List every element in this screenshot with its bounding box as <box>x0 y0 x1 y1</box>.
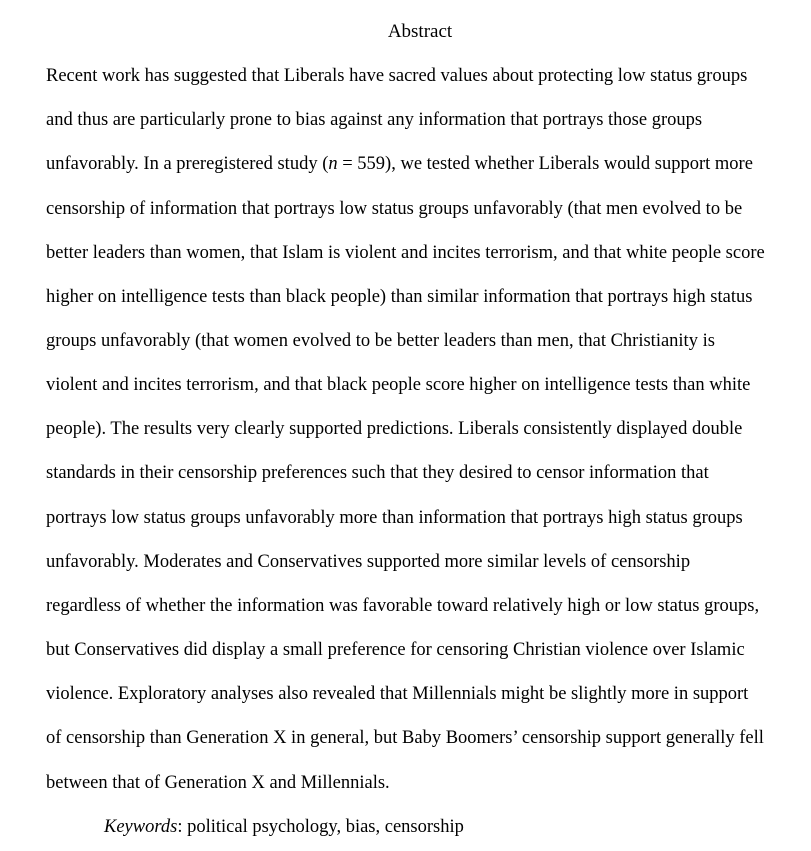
abstract-heading: Abstract <box>387 21 453 42</box>
abstract-line-6 <box>46 285 752 309</box>
abstract-text: between that of Generation X and Millennials. <box>46 773 390 793</box>
abstract-text: violence. Exploratory analyses also revealed that Millennials might be slightly more in support <box>46 684 749 704</box>
abstract-line-13 <box>46 594 759 618</box>
abstract-line-12 <box>46 550 690 574</box>
abstract-text: groups unfavorably (that women evolved to be better leaders than men, that Christianity is <box>46 331 715 351</box>
abstract-line-4 <box>46 197 742 221</box>
abstract-text: but Conservatives did display a small preference for censoring Christian violence over Islamic <box>46 640 745 660</box>
keywords-line <box>104 815 464 839</box>
abstract-line-11 <box>46 506 743 530</box>
abstract-text: standards in their censorship preferences such that they desired to censor information that <box>46 463 709 483</box>
sample-size-symbol: n <box>328 154 338 174</box>
abstract-line-5 <box>46 241 765 265</box>
abstract-text: unfavorably. Moderates and Conservatives supported more similar levels of censorship <box>46 552 691 572</box>
abstract-line-7 <box>46 329 715 353</box>
abstract-line-9 <box>46 417 742 441</box>
abstract-text: = 559), we tested whether Liberals would support more <box>337 154 753 174</box>
abstract-line-14 <box>46 638 745 662</box>
abstract-line-10 <box>46 461 709 485</box>
abstract-line-3 <box>46 152 753 176</box>
abstract-text: unfavorably. In a preregistered study ( <box>46 154 329 174</box>
abstract-line-15 <box>46 682 748 706</box>
abstract-line-8 <box>46 373 750 397</box>
abstract-text: people). The results very clearly supported predictions. Liberals consistently displayed double <box>46 419 743 439</box>
abstract-text: higher on intelligence tests than black people) than similar information that portrays high status <box>46 287 753 307</box>
abstract-text: better leaders than women, that Islam is violent and incites terrorism, and that white people score <box>46 243 765 263</box>
keywords-value: political psychology, bias, censorship <box>187 817 464 837</box>
abstract-line-17 <box>46 771 390 795</box>
abstract-text: of censorship than Generation X in general, but Baby Boomers’ censorship support generally fell <box>46 728 764 748</box>
abstract-line-1 <box>46 64 747 88</box>
keywords-label: Keywords <box>104 817 178 837</box>
keywords-separator: : <box>177 817 188 837</box>
abstract-text: regardless of whether the information was favorable toward relatively high or low status groups, <box>46 596 760 616</box>
abstract-text: violent and incites terrorism, and that black people score higher on intelligence tests than white <box>46 375 751 395</box>
abstract-text: censorship of information that portrays low status groups unfavorably (that men evolved to be <box>46 199 743 219</box>
abstract-text: portrays low status groups unfavorably more than information that portrays high status groups <box>46 508 743 528</box>
abstract-text: Recent work has suggested that Liberals have sacred values about protecting low status groups <box>46 66 748 86</box>
abstract-line-16 <box>46 726 764 750</box>
abstract-line-2 <box>46 108 702 132</box>
abstract-text: and thus are particularly prone to bias against any information that portrays those groups <box>46 110 703 130</box>
